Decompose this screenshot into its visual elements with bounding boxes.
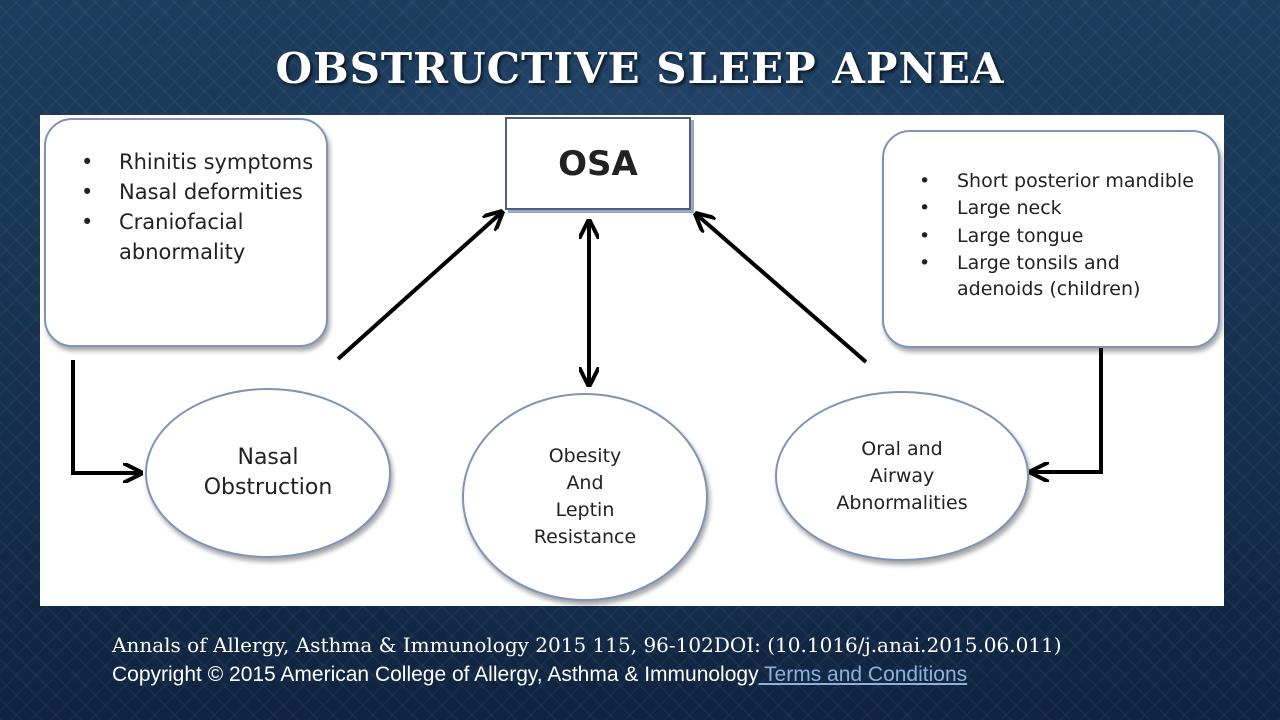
list-item: • Rhinitis symptoms — [119, 147, 316, 177]
right-causes-box — [882, 130, 1220, 348]
ellipse-label: Nasal Obstruction — [203, 445, 333, 500]
list-item: • Large tonsils and adenoids (children) — [957, 250, 1208, 302]
citation-block — [112, 630, 1062, 690]
arrow-right-box-to-oral — [1031, 347, 1101, 472]
left-causes-box — [44, 118, 328, 347]
nasal-obstruction-ellipse — [145, 388, 391, 558]
diagram-panel — [40, 115, 1224, 606]
ellipse-label: Obesity And Leptin Resistance — [533, 445, 637, 548]
list-item: • Craniofacial abnormality — [119, 207, 316, 267]
left-causes-list — [119, 147, 316, 267]
osa-center-box: OSA — [505, 117, 691, 210]
arrow-left-box-to-nasal — [73, 360, 141, 473]
arrow-oral-to-osa — [696, 214, 866, 362]
citation-source: Annals of Allergy, Asthma & Immunology 2015 115, 96-102DOI: (10.1016/j.anai.2015.06.011) — [112, 633, 1062, 657]
citation-copyright — [112, 660, 1062, 690]
list-item: • Nasal deformities — [119, 177, 316, 207]
copyright-text: Copyright © 2015 American College of Allergy, Asthma & Immunology — [112, 663, 759, 686]
obesity-leptin-ellipse — [462, 393, 708, 601]
oral-airway-ellipse — [775, 391, 1029, 561]
ellipse-label: Oral and Airway Abnormalities — [836, 437, 968, 514]
arrow-nasal-to-osa — [338, 212, 502, 359]
list-item: • Large neck — [957, 194, 1208, 222]
list-item: • Short posterior mandible — [957, 168, 1208, 194]
list-item: • Large tongue — [957, 222, 1208, 250]
terms-and-conditions-link[interactable]: Terms and Conditions — [758, 663, 968, 686]
slide-title: OBSTRUCTIVE SLEEP APNEA — [275, 44, 1005, 93]
right-causes-list — [957, 168, 1208, 302]
